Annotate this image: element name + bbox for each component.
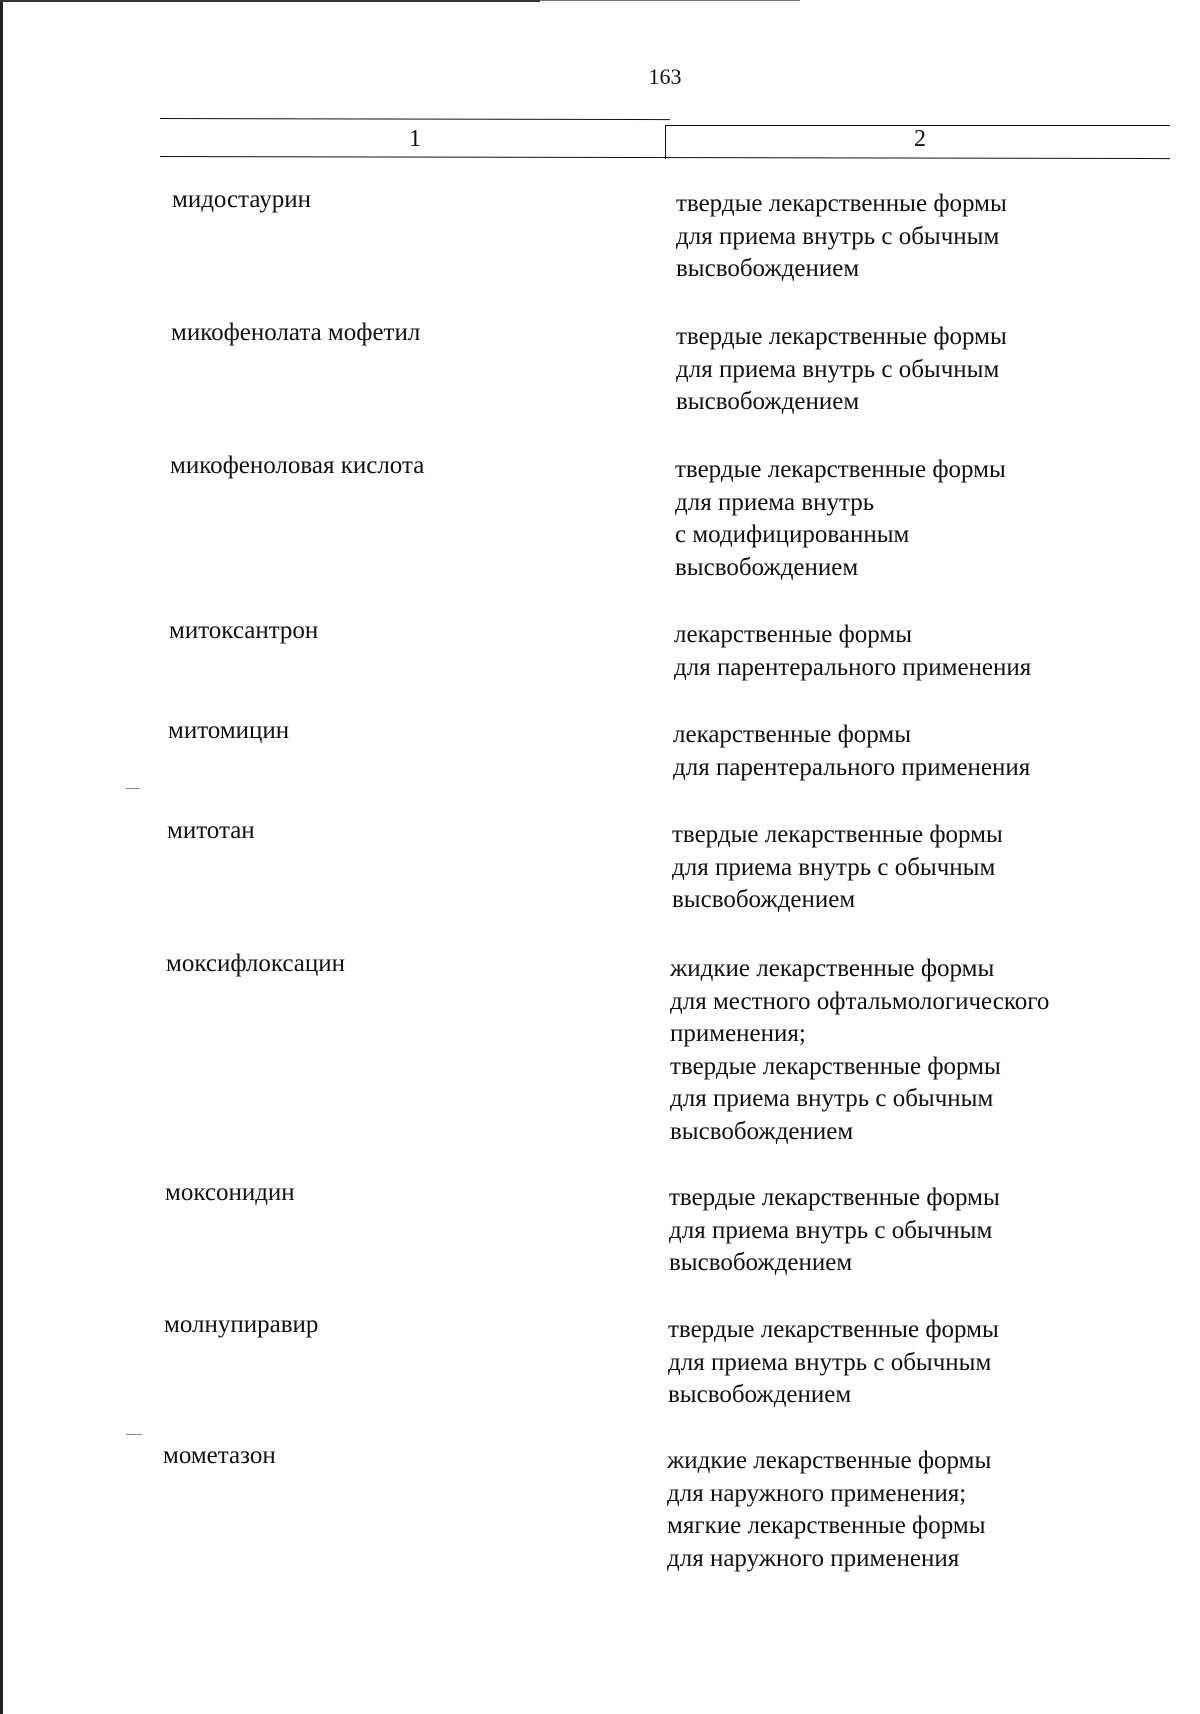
dosage-form [676,321,1007,419]
dosage-form-line: для местного офтальмологического [670,987,1050,1015]
dosage-form [673,719,1030,784]
dosage-form-line: высвобождением [676,255,860,283]
dosage-form-line: жидкие лекарственные формы [670,955,995,982]
dosage-form-line: высвобождением [669,1249,853,1277]
dosage-form-line: высвобождением [668,1381,852,1409]
dosage-form [667,1445,991,1575]
dosage-form-line: высвобождением [672,886,856,914]
dosage-form-line: лекарственные формы [674,621,913,648]
dosage-form-line: для наружного применения [667,1544,960,1572]
drug-name: мидостаурин [172,186,311,213]
dosage-form-line: высвобождением [670,1117,854,1145]
drug-name: мометазон [163,1442,276,1469]
drug-name: молнупиравир [164,1311,319,1338]
dosage-form [669,1182,1000,1280]
dosage-form-line: для наружного применения; [667,1479,967,1507]
dosage-form-line: для приема внутрь с обычным [669,1216,993,1244]
dosage-form-line: твердые лекарственные формы [668,1316,999,1343]
dosage-form-line: для приема внутрь с обычным [672,853,996,881]
dosage-form-line: применения; [670,1020,806,1048]
dosage-form [668,1314,999,1412]
dosage-form-line: для приема внутрь с обычным [676,355,1000,383]
drug-name: митоксантрон [169,617,319,644]
dosage-form [674,619,1031,684]
dosage-form-line: для приема внутрь с обычным [670,1085,994,1113]
dosage-form-line: твердые лекарственные формы [669,1184,1000,1211]
dosage-form-line: лекарственные формы [673,721,912,748]
dosage-form-line: высвобождением [676,388,860,416]
drug-name: моксифлоксацин [166,950,346,977]
dosage-form-line: для парентерального применения [674,653,1032,681]
dosage-form-line: твердые лекарственные формы [676,190,1007,217]
scan-edge-left [0,0,3,1714]
dosage-form [672,819,1003,917]
stray-mark [126,788,140,789]
stray-mark [126,1434,142,1435]
drug-name: митотан [167,817,255,844]
dosage-form-line: твердые лекарственные формы [676,323,1007,350]
dosage-form-line: мягкие лекарственные формы [667,1512,986,1540]
dosage-form-line: для парентерального применения [673,753,1031,781]
dosage-form [675,454,1006,584]
column-divider [665,125,666,159]
dosage-form-line: с модифицированным [675,521,910,549]
dosage-form-line: для приема внутрь с обычным [676,222,1000,250]
drug-name: микофеноловая кислота [170,452,425,479]
column-header-2: 2 [914,126,926,152]
column-header-1: 1 [409,126,421,152]
dosage-form-line: твердые лекарственные формы [670,1052,1001,1080]
dosage-form-line: твердые лекарственные формы [675,456,1006,483]
table-top-rule [160,118,670,120]
scan-edge-top-faint [540,0,800,1]
dosage-form-line: твердые лекарственные формы [672,821,1003,848]
drug-name: моксонидин [165,1179,295,1206]
drug-name: микофенолата мофетил [171,319,421,346]
page-number: 163 [648,64,682,89]
dosage-form-line: для приема внутрь с обычным [668,1348,992,1376]
dosage-form-line: жидкие лекарственные формы [667,1447,992,1474]
dosage-form-line: для приема внутрь [675,488,875,516]
dosage-form-line: высвобождением [675,553,859,581]
dosage-form [670,953,1049,1149]
scan-edge-top [0,0,540,2]
drug-name: митомицин [168,717,290,744]
dosage-form [676,188,1007,286]
